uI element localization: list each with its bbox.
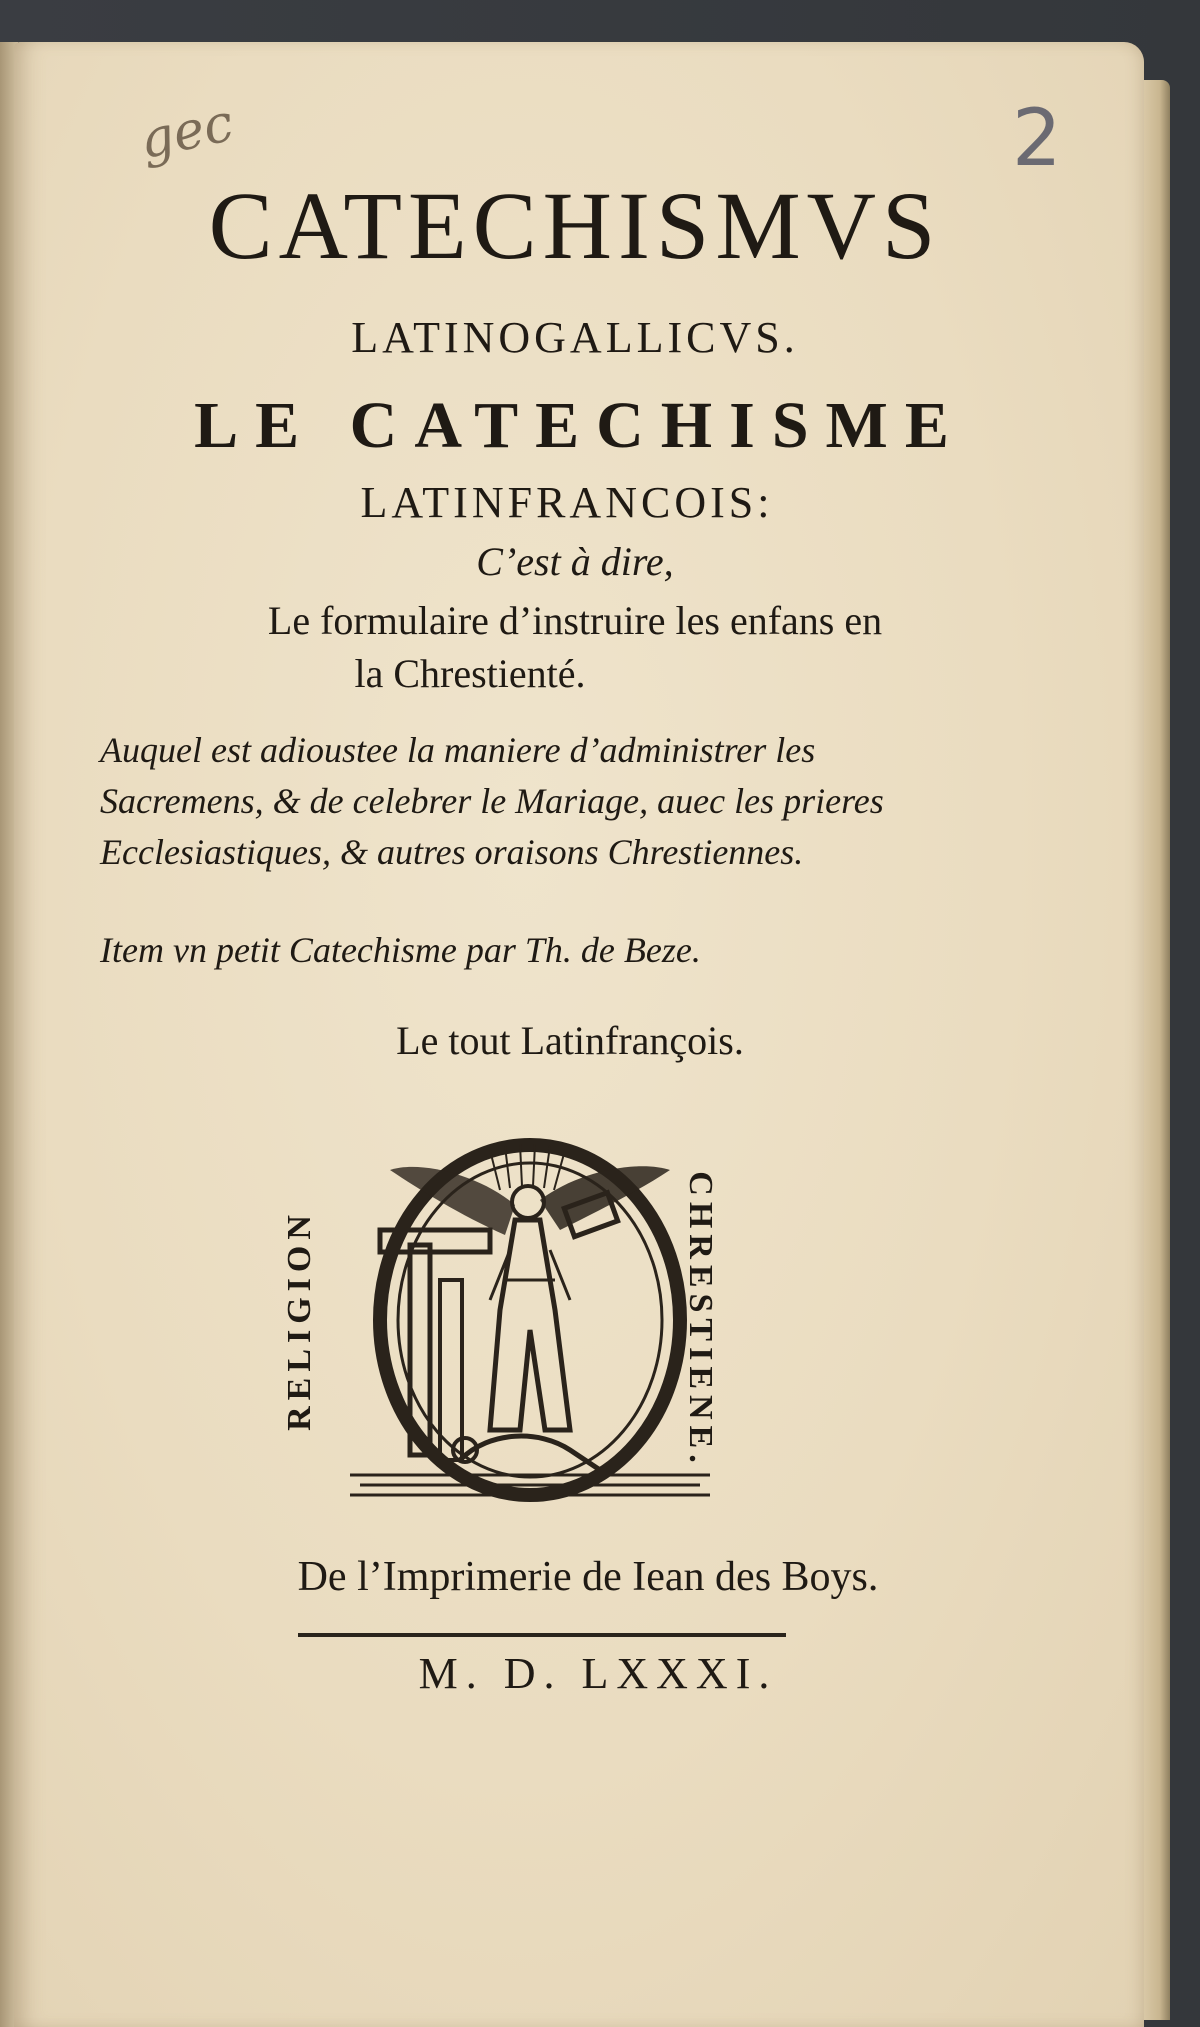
- imprint-line: De l’Imprimerie de Iean des Boys.: [297, 1554, 879, 1600]
- handwritten-shelfmark: gec: [134, 92, 239, 172]
- title-line-2: LATINOGALLICVS.: [351, 313, 799, 362]
- imprint-rule: [298, 1633, 786, 1637]
- device-column: [440, 1280, 462, 1460]
- addition-paragraph: Auquel est adioustee la maniere d’administrer les Sacremens, & de celebrer le Mariage, auec les prieres Ecclesiastiques, & autres oraisons Chrestiennes.: [100, 730, 884, 872]
- device-motto-left: RELIGION: [281, 1209, 318, 1431]
- description-line-2: la Chrestienté.: [354, 651, 586, 696]
- item-paragraph: Item vn petit Catechisme par Th. de Beze.: [100, 930, 701, 970]
- device-motto-right: CHRESTIENE.: [682, 1171, 719, 1469]
- device-figure-head: [512, 1186, 544, 1218]
- tout-line: Le tout Latinfrançois.: [396, 1018, 744, 1063]
- description-line-1: Le formulaire d’instruire les enfans en: [267, 598, 883, 643]
- device-oval-inner: [398, 1163, 662, 1477]
- device-figure-robe: [490, 1220, 570, 1430]
- imprint-date: M. D. LXXXI.: [418, 1649, 778, 1698]
- device-oval-frame: [380, 1145, 680, 1495]
- printers-device-woodcut: [340, 1130, 720, 1510]
- subtitle: C’est à dire,: [476, 539, 674, 584]
- handwritten-page-number: 2: [1012, 94, 1062, 184]
- title-line-3: LE CATECHISME: [194, 389, 966, 462]
- title-line-4: LATINFRANCOIS:: [360, 478, 774, 527]
- title-line-1: CATECHISMVS: [208, 172, 942, 279]
